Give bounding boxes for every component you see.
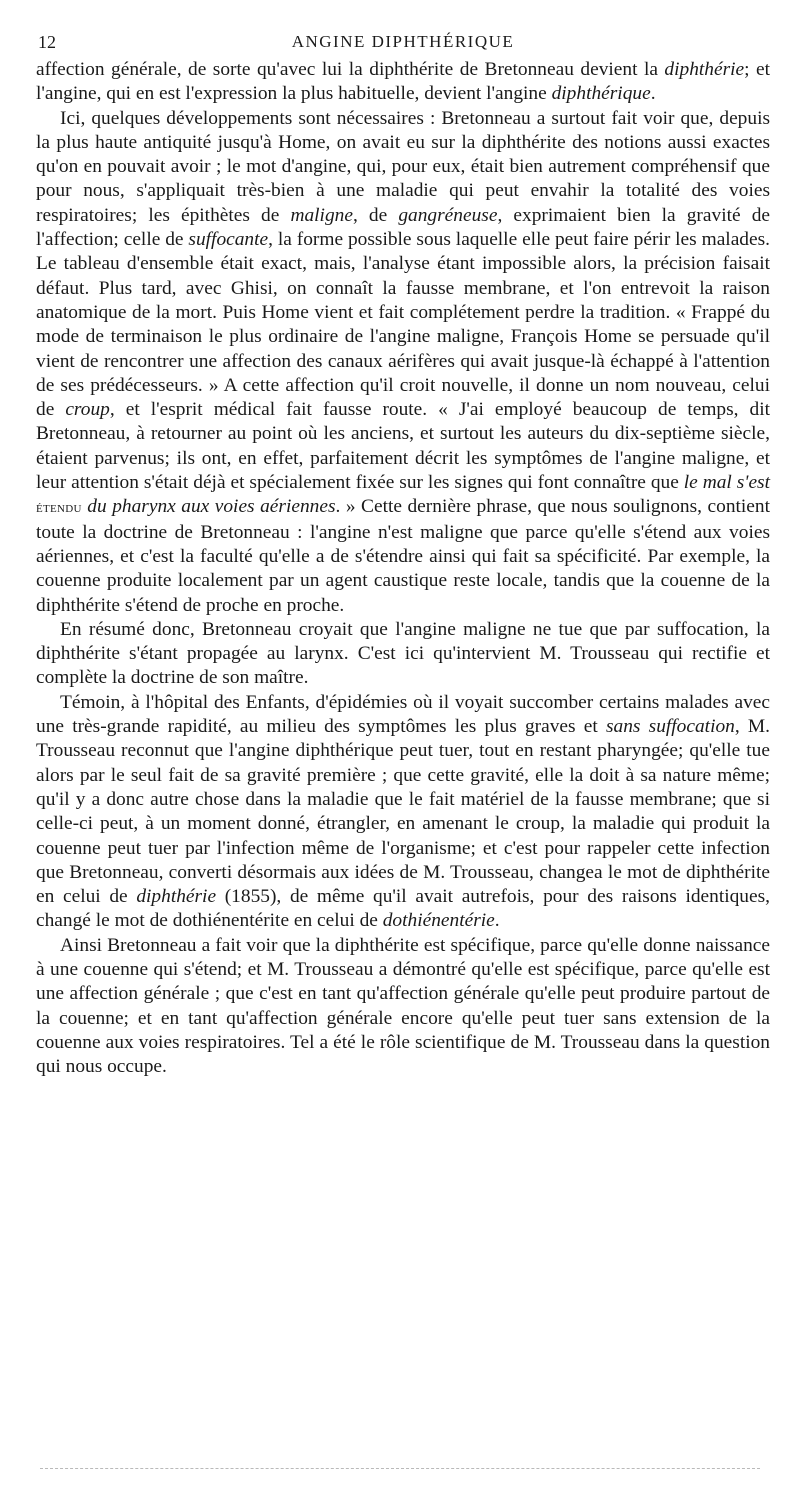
paragraph-3 (36, 618, 770, 691)
text-run: affection générale, de sorte qu'avec lui la diphthérite de Bretonneau devient la (36, 59, 665, 80)
text-run: Témoin, à l'hôpital des Enfants, d'épidémies où il voyait succomber certains malades avec une très-grande rapidité, au milieu des symptômes les plus graves et (36, 691, 770, 738)
paragraph-2 (36, 107, 770, 618)
running-head (36, 28, 770, 58)
running-title: ANGINE DIPHTHÉRIQUE (291, 32, 515, 51)
text-run: . » Cette dernière phrase, que nous soulignons, contient toute la doctrine de Bretonneau : l'angine n'est maligne que parce qu'elle s'étend aux voies aériennes, et c'est la faculté qu'elle a de s'étendre ainsi qui fait sa spécificité. Par exemple, la couenne produite localement par un agent caustique reste locale, tandis que la couenne de la diphthérite s'étend de proche en proche. (36, 496, 770, 616)
text-run: Ainsi Bretonneau a fait voir que la diphthérite est spécifique, parce qu'elle donne naissance à une couenne qui s'étend; et M. Trousseau a démontré qu'elle est spécifique, parce qu'elle est une affection générale ; que c'est en tant qu'affection générale qu'elle peut produire partout de la couenne; et en tant qu'affection générale encore qu'elle peut tuer sans extension de la couenne aux voies respiratoires. Tel a été le rôle scientifique de M. Trousseau dans la question qui nous occupe. (36, 934, 770, 1078)
body-text (36, 58, 770, 1079)
bottom-rule (40, 1468, 760, 1469)
text-run: En résumé donc, Bretonneau croyait que l'angine maligne ne tue que par suffocation, la diphthérite s'étant propagée au larynx. C'est ici qu'intervient M. Trousseau qui rectifie et complète la doctrine de son maître. (36, 618, 770, 689)
paragraph-5 (36, 934, 770, 1080)
small-caps-run: étendu (36, 500, 82, 517)
italic-run: diphthérie (136, 886, 217, 908)
italic-run: dothiénentérie (382, 910, 495, 932)
italic-run: le mal s'est (683, 472, 770, 494)
text-run: , exprimaient bien la gravité de l'affection; celle de (36, 204, 770, 251)
text-run: . (494, 910, 500, 932)
italic-run: croup (65, 399, 110, 421)
paragraph-4 (36, 691, 770, 934)
italic-run: gangréneuse (398, 204, 498, 226)
page-number: 12 (38, 32, 56, 52)
text-run: , M. Trousseau reconnut que l'angine diphthérique peut tuer, tout en restant pharyngée; qu'elle tue alors par le seul fait de sa gravité première ; que cette gravité, elle la doit à sa nature même; qu'il y a donc autre chose dans la maladie que le fait matériel de la fausse membrane; que si celle-ci peut, à un moment donné, étrangler, en amenant le croup, la maladie qui produit la couenne peut tuer par l'infection même de l'organisme; et c'est pour rappeler cette infection que Bretonneau, converti désormais aux idées de M. Trousseau, changea le mot de diphthérite en celui de (36, 716, 770, 908)
text-run: , et l'esprit médical fait fausse route. « J'ai employé beaucoup de temps, dit Bretonneau, à retourner au point où les anciens, et surtout les auteurs du dix-septième siècle, étaient parvenus; ils ont, en effet, parfaitement décrit les symptômes de l'angine maligne, et leur attention s'était déjà et spécialement fixée sur les signes qui font connaître que (36, 399, 770, 494)
italic-run: du pharynx aux voies aériennes (81, 496, 336, 518)
text-run: , la forme possible sous laquelle elle peut faire périr les malades. Le tableau d'ensemble était exact, mais, l'analyse étant impossible alors, la précision faisait défaut. Plus tard, avec Ghisi, on connaît la fausse membrane, et l'on entrevoit la raison anatomique de la mort. Puis Home vient et fait complétement perdre la tradition. « Frappé du mode de terminaison le plus ordinaire de l'angine maligne, François Home se persuade qu'il vient de rencontrer une affection des canaux aérifères qui avait jusque-là échappé à l'attention de ses prédécesseurs. » A cette affection qu'il croit nouvelle, il donne un nom nouveau, celui de (36, 229, 770, 421)
text-run: , de (352, 204, 399, 226)
italic-run: diphthérie (664, 59, 745, 80)
paragraph-1 (36, 58, 770, 107)
text-run: ; et l'angine, qui en est l'expression la plus habituelle, devient l'angine (36, 59, 770, 105)
text-run: . (650, 83, 656, 105)
text-run: (1855), de même qu'il avait autrefois, pour des raisons identiques, changé le mot de dothiénentérite en celui de (36, 886, 770, 932)
italic-run: diphthérique (551, 83, 651, 105)
italic-run: sans suffocation (605, 716, 735, 738)
text-run: Ici, quelques développements sont nécessaires : Bretonneau a surtout fait voir que, depuis la plus haute antiquité jusqu'à Home, on avait eu sur la diphthérite des notions aussi exactes qu'on en pouvait avoir ; le mot d'angine, qui, pour eux, était bien autrement compréhensif que pour nous, s'appliquait très-bien à une maladie qui peut envahir la totalité des voies respiratoires; les épithètes de (36, 107, 770, 226)
italic-run: maligne (290, 204, 353, 226)
italic-run: suffocante (188, 229, 269, 251)
